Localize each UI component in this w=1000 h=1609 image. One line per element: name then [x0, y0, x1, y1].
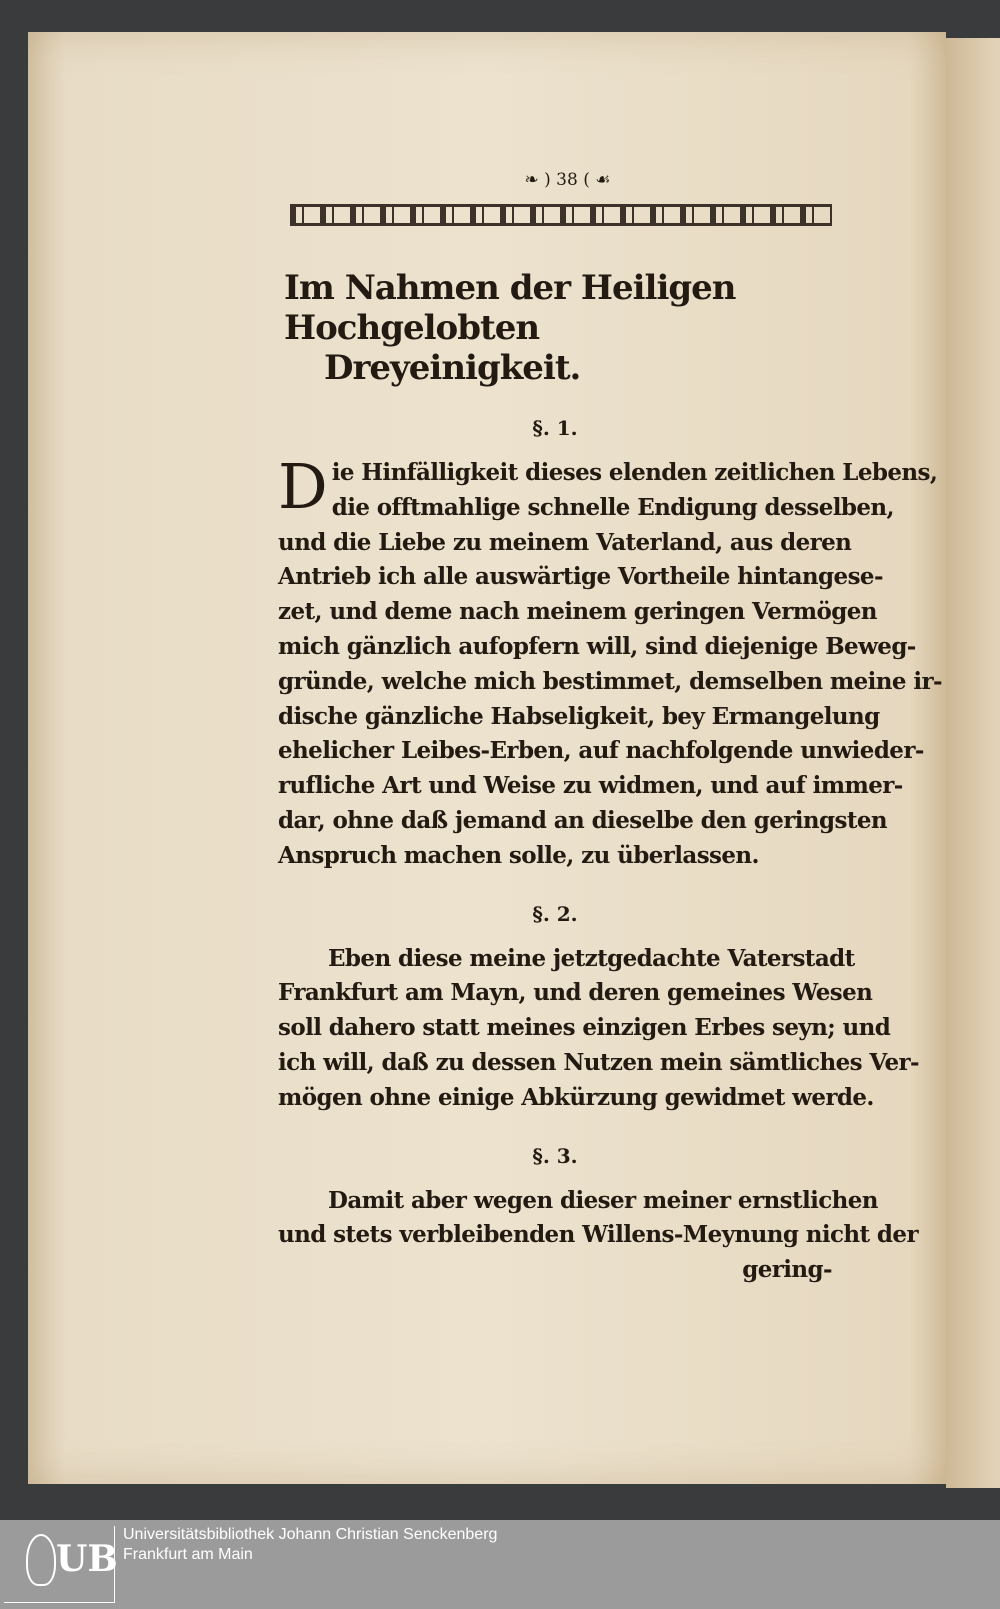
section-2-body: [278, 942, 919, 1116]
text-line: Eben diese meine jetztgedachte Vaterstadt: [328, 944, 855, 972]
text-line: und stets verbleibenden Willens-Meynung nicht der: [278, 1221, 918, 1249]
text-line: dische gänzliche Habseligkeit, bey Ermangelung: [278, 702, 880, 730]
text-line: die offtmahlige schnelle Endigung desselben,: [331, 493, 894, 521]
text-line: Antrieb ich alle auswärtige Vortheile hintangese-: [278, 563, 883, 591]
text-line: ich will, daß zu dessen Nutzen mein sämtliches Ver-: [278, 1048, 919, 1076]
text-line: Anspruch machen solle, zu überlassen.: [278, 841, 759, 869]
drop-cap: D: [278, 450, 328, 523]
library-logo[interactable]: [4, 1526, 118, 1603]
text-line: ehelicher Leibes-Erben, auf nachfolgende unwieder-: [278, 737, 924, 765]
library-city: Frankfurt am Main: [123, 1546, 253, 1563]
page-number: ❧ ) 38 ( ☙: [524, 170, 611, 190]
text-line: Damit aber wegen dieser meiner ernstlichen: [328, 1186, 878, 1214]
section-heading-3: §. 3.: [532, 1143, 578, 1168]
ornamental-rule: [290, 204, 832, 226]
text-line: zet, und deme nach meinem geringen Vermögen: [278, 598, 877, 626]
section-heading-2: §. 2.: [532, 901, 578, 926]
title-line-2: Dreyeinigkeit.: [324, 348, 581, 388]
library-name: Universitätsbibliothek Johann Christian Senckenberg: [123, 1526, 498, 1543]
logo-text: UB: [56, 1538, 118, 1580]
text-line: Frankfurt am Mayn, und deren gemeines Wesen: [278, 979, 873, 1007]
section-3-body: [278, 1184, 918, 1288]
section-heading-1: §. 1.: [532, 416, 578, 440]
portrait-icon: [26, 1534, 56, 1586]
text-line: und die Liebe zu meinem Vaterland, aus deren: [278, 528, 852, 556]
section-1-body: [278, 450, 942, 874]
text-line: mögen ohne einige Abkürzung gewidmet werde.: [278, 1083, 874, 1111]
text-line: rufliche Art und Weise zu widmen, und auf immer-: [278, 772, 903, 800]
library-footer: [0, 1520, 1000, 1609]
title-line-1: Im Nahmen der Heiligen Hochgelobten: [284, 268, 736, 348]
catchword: gering-: [742, 1256, 832, 1284]
page-content: [278, 170, 942, 1288]
text-line: gründe, welche mich bestimmet, demselben meine ir-: [278, 667, 942, 695]
text-line: dar, ohne daß jemand an dieselbe den geringsten: [278, 806, 888, 834]
facing-page-edge: [946, 38, 1000, 1488]
text-line: soll dahero statt meines einzigen Erbes seyn; und: [278, 1014, 891, 1042]
text-line: mich gänzlich aufopfern will, sind diejenige Beweg-: [278, 632, 916, 660]
text-line: ie Hinfälligkeit dieses elenden zeitlichen Lebens,: [331, 459, 938, 486]
page-title: [284, 268, 832, 388]
